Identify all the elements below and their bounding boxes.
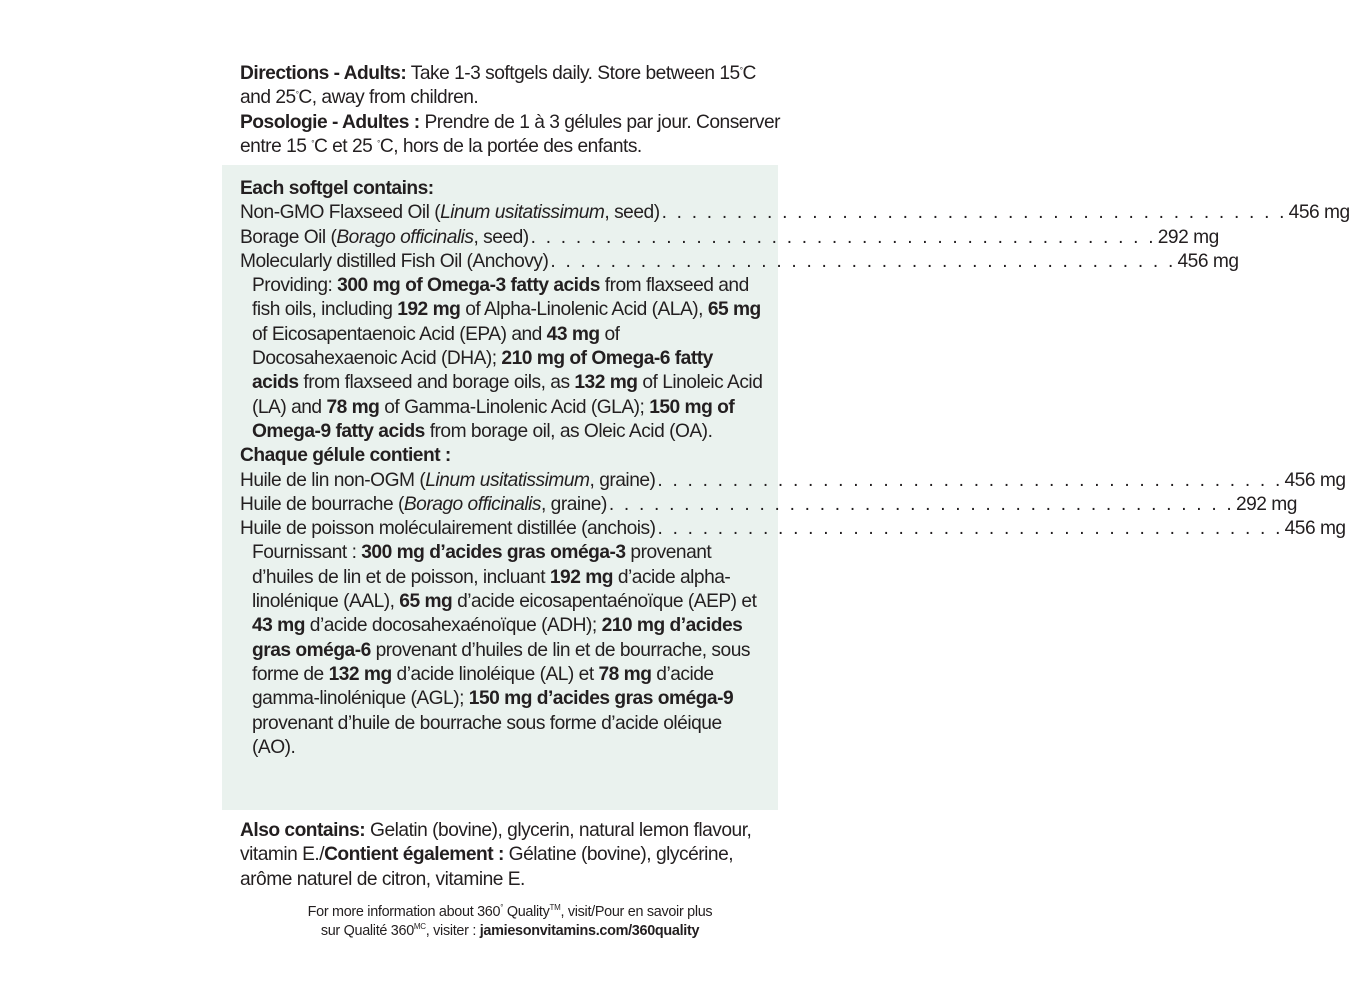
ingredient-amount: 292 mg bbox=[1157, 226, 1219, 248]
leader-dots: . . . . . . . . . . . . . . . . . . . . . . . . . . . . . . . . . . . . . . . . . . bbox=[661, 202, 1287, 224]
directions-en-text-2: C and 25 bbox=[240, 63, 756, 109]
also-contains-text: Gelatin (bovine), glycerin, natural lemon flavour, vitamin E./ bbox=[240, 820, 752, 866]
ingredient-name bbox=[240, 493, 607, 517]
ingredient-name-text: Non-GMO Flaxseed Oil ( bbox=[240, 202, 441, 224]
directions-fr-text-3: C, hors de la portée des enfants. bbox=[379, 135, 642, 157]
latin-name: Linum usitatissimum bbox=[440, 202, 605, 224]
fr-heading bbox=[240, 444, 764, 468]
contient-egalement-text: Gélatine (bovine), glycérine, arôme naturel de citron, vitamine E. bbox=[240, 844, 734, 890]
providing-bold: 210 mg d’acides gras oméga-6 bbox=[252, 615, 743, 661]
ingredient-part: , seed) bbox=[473, 226, 529, 248]
degree-mark: ° bbox=[739, 66, 743, 75]
directions-fr bbox=[240, 111, 780, 160]
providing-text: of Linoleic Acid (LA) and bbox=[252, 372, 763, 418]
ingredient-amount: 292 mg bbox=[1235, 493, 1297, 515]
providing-text: of Docosahexaenoic Acid (DHA); bbox=[252, 323, 620, 370]
footer-text: , visit/Pour en savoir plus bbox=[560, 904, 713, 920]
providing-text: d’acide docosahexaénoïque (ADH); bbox=[304, 615, 602, 637]
providing-bold: 78 mg bbox=[598, 663, 652, 685]
providing-text: Providing: bbox=[252, 275, 338, 297]
fr-heading-text: Chaque gélule contient : bbox=[240, 445, 451, 467]
ingredient-name-text: Molecularly distilled Fish Oil (Anchovy) bbox=[240, 250, 549, 272]
directions-en bbox=[240, 62, 780, 111]
leader-dots: . . . . . . . . . . . . . . . . . . . . . . . . . . . . . . . . . . . . . . . . . . bbox=[530, 226, 1156, 248]
providing-text: provenant d’huile de bourrache sous forme d’acide oléique (AO). bbox=[252, 712, 722, 758]
ingredient-row bbox=[240, 517, 1346, 541]
providing-text: from flaxseed and fish oils, including bbox=[252, 275, 749, 321]
leader-dots: . . . . . . . . . . . . . . . . . . . . . . . . . . . . . . . . . . . . . . . . . . bbox=[550, 250, 1176, 272]
footer-text: sur Qualité 360 bbox=[320, 922, 414, 939]
ingredient-name-text: Borage Oil ( bbox=[240, 226, 337, 248]
footer-line-2 bbox=[240, 922, 780, 941]
ingredient-amount: 456 mg bbox=[1284, 469, 1346, 491]
ingredient-row bbox=[240, 201, 1350, 225]
directions-fr-text-1: Prendre de 1 à 3 gélules par jour. Conserver entre 15 bbox=[240, 111, 781, 157]
providing-text: d’acide linoléique (AL) et bbox=[391, 663, 599, 685]
directions-fr-label: Posologie - Adultes : bbox=[240, 111, 420, 133]
en-heading-text: Each softgel contains: bbox=[240, 178, 434, 199]
footer-text: , visiter : bbox=[425, 922, 480, 939]
en-ingredient-list bbox=[240, 201, 1350, 274]
ingredients-panel bbox=[222, 165, 1350, 810]
providing-bold: 43 mg bbox=[546, 323, 600, 345]
en-heading bbox=[240, 177, 764, 201]
trademark-mark: TM bbox=[549, 903, 561, 912]
footer-text: For more information about 360 bbox=[307, 904, 501, 920]
leader-dots: . . . . . . . . . . . . . . . . . . . . . . . . . . . . . . . . . . . . . . . . . . bbox=[657, 469, 1283, 491]
ingredient-name-text: Huile de bourrache ( bbox=[240, 493, 404, 515]
degree-mark: ° bbox=[377, 138, 380, 148]
directions-en-text-1: Take 1-3 softgels daily. Store between 15 bbox=[406, 63, 740, 84]
providing-bold: 132 mg bbox=[574, 372, 638, 394]
providing-bold: 192 mg bbox=[549, 566, 614, 588]
providing-bold: 43 mg bbox=[252, 615, 305, 637]
fr-ingredient-list bbox=[240, 469, 1346, 542]
ingredients-content bbox=[240, 177, 1350, 760]
providing-bold: 300 mg of Omega-3 fatty acids bbox=[337, 275, 600, 297]
leader-dots: . . . . . . . . . . . . . . . . . . . . . . . . . . . . . . . . . . . . . . . . . . bbox=[608, 493, 1234, 515]
ingredient-row bbox=[240, 469, 1346, 493]
providing-text: d’acide alpha-linolénique (AAL), bbox=[252, 566, 731, 613]
website-link[interactable]: jamiesonvitamins.com/360quality bbox=[479, 922, 700, 939]
providing-text: from flaxseed and borage oils, as bbox=[298, 372, 575, 394]
fr-providing bbox=[240, 541, 764, 760]
en-providing bbox=[240, 274, 764, 444]
ingredient-row bbox=[240, 493, 1297, 517]
providing-text: provenant d’huiles de lin et de poisson, incluant bbox=[252, 542, 712, 588]
footer-text: Quality bbox=[503, 904, 550, 920]
also-contains bbox=[240, 819, 780, 892]
ingredient-name bbox=[240, 201, 660, 225]
latin-name: Borago officinalis bbox=[403, 493, 541, 515]
directions-en-label: Directions - Adults: bbox=[240, 63, 407, 84]
providing-bold: 65 mg bbox=[399, 591, 453, 613]
ingredient-part: , graine) bbox=[589, 469, 656, 491]
degree-mark: ° bbox=[500, 903, 504, 912]
ingredient-name-text: Huile de lin non-OGM ( bbox=[240, 469, 426, 491]
quality-footer bbox=[240, 903, 780, 940]
ingredient-amount: 456 mg bbox=[1288, 202, 1350, 224]
providing-text: d’acide eicosapentaénoïque (AEP) et bbox=[452, 591, 757, 613]
providing-text: d’acide gamma-linolénique (AGL); bbox=[252, 663, 714, 710]
ingredient-amount: 456 mg bbox=[1284, 518, 1346, 540]
ingredient-name bbox=[240, 469, 655, 493]
also-contains-label: Also contains: bbox=[240, 820, 366, 841]
contient-egalement-label: Contient également : bbox=[324, 844, 504, 866]
providing-text: of Alpha-Linolenic Acid (ALA), bbox=[460, 299, 708, 321]
providing-bold: 300 mg d’acides gras oméga-3 bbox=[361, 542, 626, 564]
ingredient-amount: 456 mg bbox=[1177, 250, 1239, 272]
directions-en-text-3: C, away from children. bbox=[298, 87, 479, 109]
providing-text: of Gamma-Linolenic Acid (GLA); bbox=[379, 396, 650, 418]
directions-section bbox=[240, 62, 780, 159]
ingredient-name bbox=[240, 517, 656, 541]
ingredient-row bbox=[240, 250, 1239, 274]
ingredient-part: , graine) bbox=[540, 493, 607, 515]
providing-text: of Eicosapentaenoic Acid (EPA) and bbox=[252, 323, 547, 345]
providing-bold: 78 mg bbox=[326, 396, 380, 418]
providing-text: provenant d’huiles de lin et de bourrache, sous forme de bbox=[252, 639, 750, 685]
ingredient-name bbox=[240, 250, 548, 274]
leader-dots: . . . . . . . . . . . . . . . . . . . . . . . . . . . . . . . . . . . . . . . . . . bbox=[657, 518, 1283, 540]
providing-bold: 150 mg d’acides gras oméga-9 bbox=[468, 688, 734, 710]
providing-text: Fournissant : bbox=[252, 542, 362, 564]
directions-fr-text-2: C et 25 bbox=[313, 135, 378, 157]
latin-name: Borago officinalis bbox=[336, 226, 474, 248]
ingredient-part: , seed) bbox=[604, 202, 660, 224]
ingredient-name bbox=[240, 226, 529, 250]
providing-bold: 150 mg of Omega-9 fatty acids bbox=[252, 396, 735, 442]
latin-name: Linum usitatissimum bbox=[425, 469, 590, 491]
ingredient-row bbox=[240, 226, 1219, 250]
trademark-mark: MC bbox=[413, 921, 426, 931]
degree-mark: ° bbox=[295, 90, 299, 100]
degree-mark: ° bbox=[311, 138, 314, 148]
footer-line-1 bbox=[240, 903, 780, 922]
providing-text: from borage oil, as Oleic Acid (OA). bbox=[424, 420, 713, 442]
providing-bold: 65 mg bbox=[707, 299, 761, 321]
providing-bold: 132 mg bbox=[328, 663, 392, 685]
providing-bold: 192 mg bbox=[397, 299, 461, 321]
ingredient-name-text: Huile de poisson moléculairement distillée (anchois) bbox=[240, 518, 656, 540]
providing-bold: 210 mg of Omega-6 fatty acids bbox=[252, 348, 713, 394]
